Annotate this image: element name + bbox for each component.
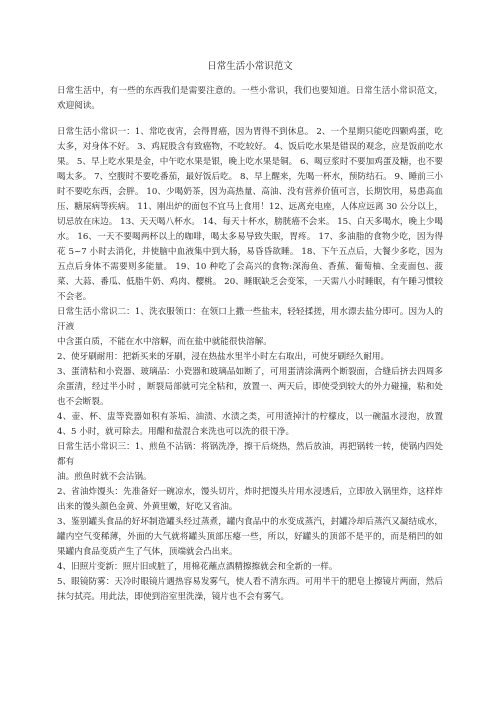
section-3-item: 2、省油炸馒头：先准备好一碗凉水，馒头切片，炸时把馒头片用水浸透后，立即放入锅里炸，这样炸出来的馒头颜色金黄、外黄里嫩，好吃又省油。 xyxy=(57,487,443,512)
section-2-item: 2、使牙刷耐用：把新买来的牙刷，浸在热盐水里半小时左右取出，可使牙刷经久耐用。 xyxy=(57,352,390,362)
section-3-item: 4、旧照片变新：照片旧或脏了，用棉花蘸点酒精擦擦就会和全新的一样。 xyxy=(57,562,338,572)
section-3-item: 5、眼镜防雾：天冷时眼镜片遇热容易发雾气，使人看不清东西。可用半干的肥皂上擦镜片两面，然后抹匀拭亮。用此法，即使到浴室里洗澡，镜片也不会有雾气。 xyxy=(57,577,443,602)
section-1-paragraph: 日常生活小常识一：1、常吃夜宵，会得胃癌，因为胃得不到休息。 2、一个星期只能吃四颗鸡蛋，吃太多，对身体不好。 3、鸡屁股含有致癌物，不吃较好。 4、饭后吃水果是错误的观念，应是饭前吃水果。 5、早上吃水果是金，中午吃水果是银，晚上吃水果是铜。 6、喝豆浆时不要加鸡蛋及糖，也不要喝太多。 7、空腹时不要吃番茄，最好饭后吃。 8、早上醒来，先喝一杯水，预防结石。 9、睡前三小时不要吃东西，会胖。 10、少喝奶茶，因为高热量、高油、没有营养价值可言，长期饮用，易患高血压、糖尿病等疾病。 11、刚出炉的面包不宜马上食用！12、远离充电座，人体应远离 30 公分以上，切忌放在床边。 13、天天喝八杯水。 14、每天十杯水，膀胱癌不会来。 15、白天多喝水，晚上少喝水。 16、一天不要喝两杯以上的咖啡，喝太多易导致失眠，胃疼。 17、多油脂的食物少吃，因为得花 5~7 小时去消化，并使脑中血液集中到大肠，易昏昏欲睡。 18、下午五点后，大餐少多吃，因为五点后身体不需要则多能量。 19、10 种吃了会高兴的食物:深海鱼、香蕉、葡萄柚、全麦面包、菠菜、大蒜、番瓜、低脂牛奶、鸡肉、樱桃。 20、睡眠缺乏会变笨，一天需八小时睡眠，有午睡习惯较不会老。 xyxy=(57,127,443,302)
paragraph-gap xyxy=(57,114,443,125)
section-2-item: 3、蛋清粘和小瓷器、玻璃品：小瓷器和玻璃品如断了，可用蛋清涂满两个断裂面，合缝后挤去四周多余蛋清，经过半小时 ，断裂局部就可完全粘和，放置一、两天后，即使受到较大的外力碰撞，粘和处也不会断裂。 xyxy=(57,367,443,407)
intro-paragraph: 日常生活中，有一些的东西我们是需要注意的。一些小常识，我们也要知道。日常生活小常识范文，欢迎阅读。 xyxy=(57,86,443,111)
section-2-item: 4、壶、杯、盅等瓷器如积有茶垢、油渍、水渍之类，可用渣掉汁的柠檬皮，以一碗温水浸泡，放置 4、5 小时，就可除去。用醋和盐混合来洗也可以洗的很干净。 xyxy=(57,412,443,437)
section-2-heading: 日常生活小常识二：1、洗衣服领口：在领口上撒一些盐末，轻轻揉搓，用水漂去盐分即可。因为人的汗液 xyxy=(57,307,443,332)
section-3-item: 油。煎鱼时就不会沾锅。 xyxy=(57,472,152,482)
section-3-item: 3、鉴别罐头食品的好坏制造罐头经过蒸煮，罐内食品中的水变成蒸汽，封罐冷却后蒸汽又凝结成水，罐内空气变稀薄，外面的大气就将罐头顶部压瘪一些，所以，好罐头的顶部不是平的，而是稍凹的如果罐内食品变质产生了气体，顶端就会凸出来。 xyxy=(57,517,443,557)
section-3-heading: 日常生活小常识三：1、煎鱼不沾锅：将锅洗净，擦干后烧热，然后放油，再把锅转一转，使锅内四处都有 xyxy=(57,442,443,467)
document-title: 日常生活小常识范文 xyxy=(207,61,293,72)
section-2-item: 中含蛋白质，不能在水中溶解，而在盐中就能很快溶解。 xyxy=(57,337,272,347)
